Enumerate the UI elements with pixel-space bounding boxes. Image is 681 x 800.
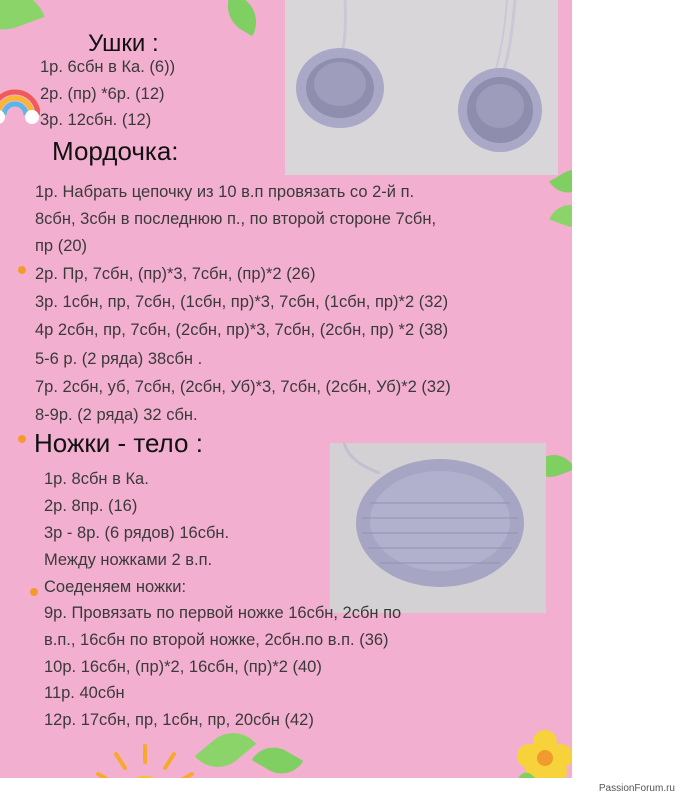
sun-icon — [90, 740, 200, 778]
muzzle-line: 4р 2сбн, пр, 7сбн, (2сбн, пр)*3, 7сбн, (2сбн, пр) *2 (38) — [35, 321, 449, 339]
muzzle-line: пр (20) — [35, 237, 88, 255]
muzzle-line: 8сбн, 3сбн в последнюю п., по второй стороне 7сбн, — [35, 210, 437, 228]
muzzle-line: 5-6 р. (2 ряда) 38сбн . — [35, 350, 203, 368]
legs-body-line: в.п., 16сбн по второй ножке, 2сбн.по в.п. (36) — [44, 631, 389, 649]
legs-body-line: 1р. 8сбн в Ка. — [44, 470, 149, 488]
legs-body-line: 3р - 8р. (6 рядов) 16сбн. — [44, 524, 230, 542]
legs-body-line: Соеденяем ножки: — [44, 578, 187, 596]
ears-line: 3р. 12сбн. (12) — [40, 111, 152, 129]
bullet-dot — [30, 588, 38, 596]
muzzle-line: 1р. Набрать цепочку из 10 в.п провязать со 2-й п. — [35, 183, 415, 201]
ears-title: Ушки : — [88, 30, 159, 57]
rainbow-icon — [0, 75, 40, 125]
leaf-decoration — [549, 199, 572, 233]
flower-icon — [515, 728, 572, 778]
legs-body-line: 2р. 8пр. (16) — [44, 497, 138, 515]
muzzle-title: Мордочка: — [52, 136, 179, 166]
watermark: PassionForum.ru — [598, 783, 675, 794]
leaf-decoration — [218, 0, 267, 36]
legs-body-title: Ножки - тело : — [34, 428, 203, 458]
muzzle-line: 7р. 2сбн, уб, 7сбн, (2сбн, Уб)*3, 7сбн, (2сбн, Уб)*2 (32) — [35, 378, 451, 396]
legs-body-line: 12р. 17сбн, пр, 1сбн, пр, 20сбн (42) — [44, 711, 314, 729]
legs-body-line: 9р. Провязать по первой ножке 16сбн, 2сбн по — [44, 604, 402, 622]
bullet-dot — [18, 266, 26, 274]
muzzle-line: 8-9р. (2 ряда) 32 сбн. — [35, 406, 198, 424]
legs-body-line: 11р. 40сбн — [44, 684, 125, 702]
crochet-body-photo — [330, 443, 546, 613]
leaf-decoration — [252, 738, 303, 778]
bullet-dot — [18, 435, 26, 443]
ears-line: 2р. (пр) *6р. (12) — [40, 85, 165, 103]
legs-body-line: 10р. 16сбн, (пр)*2, 16сбн, (пр)*2 (40) — [44, 658, 322, 676]
muzzle-line: 2р. Пр, 7сбн, (пр)*3, 7сбн, (пр)*2 (26) — [35, 265, 316, 283]
ears-line: 1р. 6сбн в Ка. (6)) — [40, 58, 176, 76]
legs-body-line: Между ножками 2 в.п. — [44, 551, 213, 569]
crochet-ears-photo — [285, 0, 558, 175]
muzzle-line: 3р. 1сбн, пр, 7сбн, (1сбн, пр)*3, 7сбн, (1сбн, пр)*2 (32) — [35, 293, 449, 311]
leaf-decoration — [0, 0, 45, 41]
